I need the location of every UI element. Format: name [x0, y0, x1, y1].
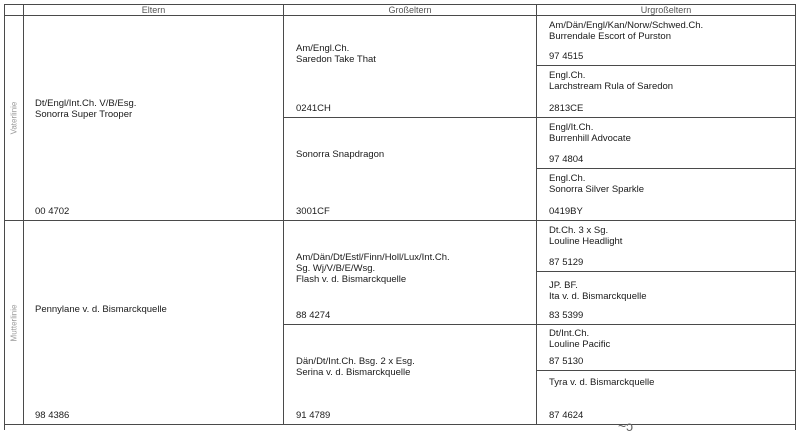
ggp-titles: Dt.Ch. 3 x Sg.	[549, 225, 609, 236]
pedigree-table	[4, 4, 796, 430]
sire-titles: Dt/Engl/Int.Ch. V/B/Esg.	[35, 98, 137, 109]
sire-name: Sonorra Super Trooper	[35, 109, 133, 120]
sire-sire-sire	[537, 16, 796, 66]
dam-dam-dam	[537, 371, 796, 425]
header-parents: Eltern	[24, 5, 284, 16]
sire-reg: 00 4702	[35, 206, 70, 217]
ggp-titles: JP. BF.	[549, 280, 578, 291]
handwritten-mark-icon: ~ↄ	[618, 418, 634, 434]
dam-sire-sire	[537, 221, 796, 272]
dam-sire	[284, 221, 537, 325]
ggp-reg: 97 4515	[549, 51, 584, 62]
sire-dam-dam	[537, 169, 796, 221]
ggp-reg: 87 4624	[549, 410, 584, 421]
ggp-reg: 83 5399	[549, 310, 584, 321]
ggp-titles: Engl/It.Ch.	[549, 122, 594, 133]
sire-dam-sire	[537, 118, 796, 169]
ggp-reg: 97 4804	[549, 154, 584, 165]
ggp-name: Sonorra Silver Sparkle	[549, 184, 645, 195]
dam-dam-reg: 91 4789	[296, 410, 331, 421]
ggp-titles: Dt/Int.Ch.	[549, 328, 590, 339]
dam-line-label: Mutterlinie	[9, 304, 19, 341]
ggp-name: Burrendale Escort of Purston	[549, 31, 671, 42]
dam-dam-name: Serina v. d. Bismarckquelle	[296, 367, 411, 378]
sire	[24, 16, 284, 221]
sire-line-label: Vaterlinie	[9, 101, 19, 135]
footer-strip	[5, 425, 796, 430]
ggp-reg: 87 5130	[549, 356, 584, 367]
ggp-reg: 87 5129	[549, 257, 584, 268]
dam-sire-dam	[537, 272, 796, 325]
sire-dam-reg: 3001CF	[296, 206, 330, 217]
header-spacer	[5, 5, 24, 16]
dam-sire-titles-1: Am/Dän/Dt/Estl/Finn/Holl/Lux/Int.Ch.	[296, 252, 450, 263]
header-grandparents: Großeltern	[284, 5, 537, 16]
ggp-reg: 2813CE	[549, 103, 584, 114]
sire-sire-dam	[537, 66, 796, 118]
sire-sire-name: Saredon Take That	[296, 54, 376, 65]
sire-sire	[284, 16, 537, 118]
sire-sire-reg: 0241CH	[296, 103, 331, 114]
dam-dam-sire	[537, 325, 796, 371]
ggp-name: Louline Headlight	[549, 236, 623, 247]
dam-dam	[284, 325, 537, 425]
ggp-name: Ita v. d. Bismarckquelle	[549, 291, 647, 302]
ggp-name: Tyra v. d. Bismarckquelle	[549, 377, 655, 388]
sire-line-label-cell	[5, 16, 24, 221]
dam-sire-titles-2: Sg. Wj/V/B/E/Wsg.	[296, 263, 376, 274]
ggp-reg: 0419BY	[549, 206, 583, 217]
sire-sire-titles: Am/Engl.Ch.	[296, 43, 350, 54]
dam-sire-name: Flash v. d. Bismarckquelle	[296, 274, 407, 285]
header-great-grandparents: Urgroßeltern	[537, 5, 796, 16]
ggp-name: Burrenhill Advocate	[549, 133, 631, 144]
dam-dam-titles: Dän/Dt/Int.Ch. Bsg. 2 x Esg.	[296, 356, 415, 367]
dam-sire-reg: 88 4274	[296, 310, 331, 321]
ggp-name: Larchstream Rula of Saredon	[549, 81, 674, 92]
ggp-titles: Engl.Ch.	[549, 70, 586, 81]
dam	[24, 221, 284, 425]
ggp-name: Louline Pacific	[549, 339, 611, 350]
ggp-titles: Engl.Ch.	[549, 173, 586, 184]
sire-dam-name: Sonorra Snapdragon	[296, 149, 385, 160]
ggp-titles: Am/Dän/Engl/Kan/Norw/Schwed.Ch.	[549, 20, 704, 31]
dam-name: Pennylane v. d. Bismarckquelle	[35, 304, 167, 315]
dam-reg: 98 4386	[35, 410, 70, 421]
sire-dam	[284, 118, 537, 221]
dam-line-label-cell	[5, 221, 24, 425]
